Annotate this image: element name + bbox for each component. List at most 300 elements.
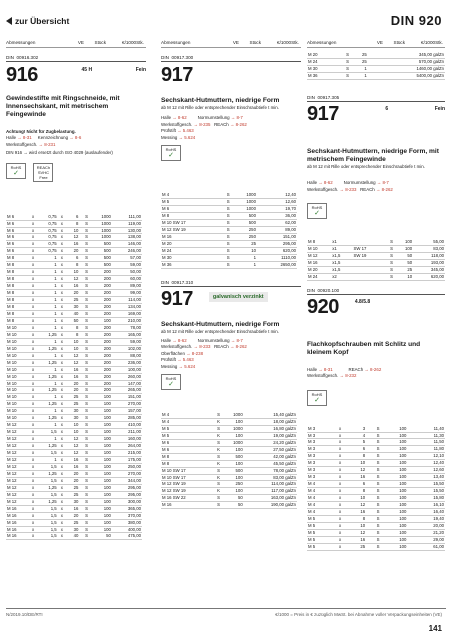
table-cell: x [60, 276, 63, 282]
table-cell: S [376, 481, 380, 487]
ref-link[interactable]: → 8-238 [186, 350, 204, 356]
table-row[interactable] [6, 401, 142, 408]
table-row[interactable] [6, 324, 142, 331]
table-cell: 160,00 [127, 436, 141, 442]
table-cell: 250 [235, 481, 243, 487]
table-row[interactable] [6, 498, 142, 505]
table-cell: 16 [73, 456, 79, 462]
table-cell: 1,5 [50, 463, 57, 469]
link-label: REACh [214, 121, 229, 127]
ref-link[interactable]: → 8-7 [230, 337, 243, 343]
table-cell: S [85, 283, 89, 289]
table-cell: 1,5 [50, 429, 57, 435]
table-row[interactable] [6, 366, 142, 373]
table-cell: x [60, 317, 63, 323]
table-cell: M 10 [7, 366, 17, 372]
ref-link[interactable]: → 5.624 [178, 363, 196, 369]
ref-value: 8-233 [345, 186, 357, 192]
table-cell: x [31, 498, 35, 504]
table-cell: x [31, 241, 35, 247]
table-row[interactable] [6, 331, 142, 338]
table-cell: 134,00 [127, 304, 141, 310]
table-row[interactable] [6, 276, 142, 283]
table-row[interactable] [307, 467, 445, 474]
table-cell: 1 [364, 65, 367, 71]
table-row[interactable] [161, 502, 297, 509]
table-cell: x [31, 429, 35, 435]
header-price: €/1000Stk. [421, 40, 443, 45]
table-cell: M 16 [162, 233, 172, 239]
ref-value: 5.463 [182, 128, 194, 134]
table-cell: 100 [103, 317, 111, 323]
column-header [161, 40, 301, 48]
table-row[interactable] [307, 515, 445, 522]
table-cell: x [31, 456, 35, 462]
table-cell: M 24 [308, 58, 318, 64]
table-cell: x [60, 498, 63, 504]
table-cell: x [31, 262, 35, 268]
table-cell: x [60, 512, 63, 518]
table-cell: 1000 [246, 205, 256, 211]
table-cell: x [31, 491, 35, 497]
table-cell: 19,00 galZn [273, 432, 296, 438]
table-row[interactable] [307, 474, 445, 481]
table-cell: M 10 [7, 352, 17, 358]
back-to-overview-link[interactable] [6, 16, 69, 26]
table-cell: x [31, 533, 35, 539]
din-code[interactable]: 00917.300 [171, 55, 194, 60]
table-row[interactable] [6, 470, 142, 477]
table-row[interactable] [6, 352, 142, 359]
footer-left: N/2019.10/DE/RTI [6, 612, 43, 617]
table-cell: 16 [73, 463, 79, 469]
table-row[interactable] [161, 418, 297, 425]
table-row[interactable] [161, 247, 297, 254]
table-row[interactable] [6, 304, 142, 311]
table-cell: M 8 [7, 276, 15, 282]
table-row[interactable] [161, 226, 297, 233]
table-cell: x [31, 512, 35, 518]
table-row[interactable] [161, 254, 297, 261]
table-cell: 100 [235, 432, 243, 438]
table-cell: 157,00 [127, 408, 141, 414]
table-cell: 30 [73, 408, 79, 414]
table-row[interactable] [161, 460, 297, 467]
table-cell: M 3 [308, 425, 316, 431]
ref-link[interactable]: → 8-235 [193, 121, 211, 127]
table-row[interactable] [6, 317, 142, 324]
table-cell: 100 [103, 498, 111, 504]
link-label: Prüfstift [161, 128, 176, 134]
table-row[interactable] [6, 241, 142, 248]
table-row[interactable] [307, 432, 445, 439]
table-cell: 25 [73, 394, 79, 400]
link-label: Messing [161, 363, 178, 369]
table-row[interactable] [161, 432, 297, 439]
table-row[interactable] [307, 446, 445, 453]
table-row[interactable] [307, 252, 445, 259]
table-row[interactable] [6, 512, 142, 519]
table-row[interactable] [307, 529, 445, 536]
table-cell: x [339, 502, 342, 508]
table-cell: 25 [407, 266, 413, 272]
table-cell: 1 [54, 255, 57, 261]
product-title-2: Flachkopfschrauben mit Schlitz und kleinem Kopf [307, 340, 421, 356]
table-cell: 10 [360, 460, 366, 466]
table-cell: 24,20 galZn [273, 439, 296, 445]
table-row[interactable] [6, 484, 142, 491]
din-code[interactable]: 00916.302 [16, 55, 39, 60]
table-cell: 114,00 [128, 297, 141, 303]
table-cell: M 4 [162, 192, 170, 198]
table-row[interactable] [6, 519, 142, 526]
table-cell: 50 [407, 259, 413, 265]
table-cell: 500 [235, 453, 243, 459]
table-cell: 1,25 [48, 401, 57, 407]
ref-link[interactable]: → 8-262 [229, 121, 247, 127]
table-cell: x [60, 519, 63, 525]
table-cell: 3 [362, 425, 366, 431]
table-row[interactable] [307, 543, 445, 550]
table-cell: M 8 [162, 453, 170, 459]
table-cell: 83,00 galZn [273, 474, 296, 480]
table-row[interactable] [6, 248, 142, 255]
check-icon: ✓ [13, 169, 19, 177]
table-row[interactable] [6, 436, 142, 443]
table-row[interactable] [161, 219, 297, 226]
table-cell: M 36 [308, 72, 318, 78]
header-stuck: Stück [94, 40, 106, 45]
table-cell: S [226, 247, 230, 253]
table-row[interactable] [6, 227, 142, 234]
table-row[interactable] [161, 439, 297, 446]
table-cell: S [390, 259, 393, 265]
table-row[interactable] [307, 439, 445, 446]
table-cell: S [85, 317, 89, 323]
table-cell: 200 [103, 276, 111, 282]
table-cell: 5400,00 galZn [416, 72, 444, 78]
table-cell: x [60, 491, 63, 497]
product-title: Sechskant-Hutmuttern, niedrige Form [161, 97, 280, 104]
table-cell: M 10 [7, 415, 17, 421]
table-row[interactable] [6, 443, 142, 450]
link-label: Werkstoffgesch. [307, 186, 339, 192]
ref-link[interactable]: → 8-6 [69, 135, 82, 141]
table-row[interactable] [307, 453, 445, 460]
table-cell: 100 [399, 495, 407, 501]
table-cell: S [85, 338, 89, 344]
table-row[interactable] [6, 262, 142, 269]
table-cell: 20 [73, 477, 79, 483]
table-cell: S [85, 213, 89, 219]
table-row[interactable] [6, 394, 142, 401]
table-row[interactable] [6, 408, 142, 415]
table-cell: M 6 [7, 234, 15, 240]
table-cell: M 5 [162, 198, 170, 204]
table-cell: x [60, 324, 63, 330]
table-cell: 20,00 [433, 522, 444, 528]
table-row[interactable] [6, 234, 142, 241]
table-row[interactable] [161, 425, 297, 432]
table-cell: 50 [407, 252, 413, 258]
table-cell: 100 [405, 239, 413, 245]
ref-value: 8-7 [236, 337, 243, 343]
table-row[interactable] [6, 338, 142, 345]
table-cell: x1,5 [332, 252, 341, 258]
ref-link[interactable]: → 8-233 [339, 186, 357, 192]
table-cell: M 5 [308, 515, 316, 521]
table-cell: 1 [253, 261, 256, 267]
table-row[interactable] [307, 65, 445, 72]
table-cell: M 3 [308, 439, 316, 445]
table-cell: 1,5 [50, 491, 57, 497]
ref-value: 8-6 [74, 135, 82, 141]
table-cell: S [376, 439, 380, 445]
table-row[interactable] [6, 290, 142, 297]
table-row[interactable] [161, 467, 297, 474]
article-head [307, 103, 445, 126]
ref-link[interactable]: → 8-7 [376, 180, 389, 186]
table-row[interactable] [6, 373, 142, 380]
table-row[interactable] [6, 422, 142, 429]
table-cell: M 3 [308, 432, 316, 438]
table-row[interactable] [161, 453, 297, 460]
table-cell: 45,50 galZn [273, 460, 296, 466]
table-cell: S [376, 529, 380, 535]
table-cell: M 10 SW 17 [162, 467, 186, 473]
table-row[interactable] [6, 380, 142, 387]
table-row[interactable] [6, 533, 142, 540]
table-cell: S [85, 276, 89, 282]
table-cell: 500 [103, 241, 111, 247]
table-row[interactable] [307, 495, 445, 502]
table-cell: 1 [54, 290, 57, 296]
table-row[interactable] [161, 495, 297, 502]
table-cell: x [339, 432, 342, 438]
ref-link[interactable]: → 8-231 [38, 141, 56, 147]
ref-link[interactable]: → 8-31 [318, 366, 333, 372]
table-row[interactable] [6, 526, 142, 533]
ref-value: 8-238 [191, 350, 204, 356]
table-cell: M 10 [7, 401, 17, 407]
table-cell: 100 [399, 502, 407, 508]
table-row[interactable] [307, 460, 445, 467]
table-row[interactable] [161, 212, 297, 219]
table-row[interactable] [161, 481, 297, 488]
table-row[interactable] [161, 261, 297, 268]
table-cell: 285,00 [127, 415, 141, 421]
table-row[interactable] [307, 502, 445, 509]
table-row[interactable] [6, 297, 142, 304]
ref-link[interactable]: → 8-62 [172, 337, 187, 343]
table-cell: S [85, 290, 89, 296]
table-cell: S [85, 463, 89, 469]
table-row[interactable] [307, 266, 445, 273]
rohs-badge: RoHS ✓ [161, 374, 181, 390]
table-cell: 16 [360, 536, 366, 542]
ref-link[interactable]: → 8-233 [193, 344, 211, 350]
ref-link[interactable]: → 8-31 [17, 135, 32, 141]
table-cell: 62,00 [285, 219, 296, 225]
table-cell: x [60, 331, 63, 337]
table-row[interactable] [307, 72, 445, 79]
link-label: Halle [161, 337, 172, 343]
table-row[interactable] [6, 456, 142, 463]
table-cell: 100 [399, 543, 407, 549]
ref-link[interactable]: → 5.463 [177, 128, 194, 134]
table-row[interactable] [6, 415, 142, 422]
table-row[interactable] [307, 481, 445, 488]
table-cell: 211,00 [128, 429, 141, 435]
table-cell: S [346, 58, 350, 64]
table-row[interactable] [6, 429, 142, 436]
ref-link[interactable]: → 8-262 [229, 344, 247, 350]
table-row[interactable] [307, 509, 445, 516]
table-cell: S [376, 509, 380, 514]
table-cell: 200 [103, 352, 111, 358]
table-cell: 10 [360, 522, 366, 528]
table-cell: 100 [103, 512, 111, 518]
table-row[interactable] [307, 259, 445, 266]
table-row[interactable] [6, 345, 142, 352]
ref-link[interactable]: → 8-62 [318, 180, 333, 186]
table-cell: x [31, 387, 35, 393]
table-row[interactable] [6, 220, 142, 227]
table-cell: x [339, 509, 342, 514]
table-row[interactable] [6, 359, 142, 366]
table-cell: 6 [75, 255, 79, 261]
table-row[interactable] [161, 488, 297, 495]
table-row[interactable] [6, 505, 142, 512]
table-row[interactable] [6, 283, 142, 290]
link-label: Halle [161, 115, 172, 121]
table-row[interactable] [161, 198, 297, 205]
table-cell: M 6 [162, 205, 170, 211]
table-cell: M 3 [308, 446, 316, 452]
table-cell: S [376, 474, 380, 480]
ref-link[interactable]: → 5.624 [178, 134, 196, 140]
rohs-badge: RoHS ✓ [307, 390, 327, 406]
table-cell: M 4 [308, 495, 316, 501]
table-cell: 1 [54, 366, 57, 372]
din-code[interactable]: 00917.310 [171, 279, 194, 285]
ref-value: 8-231 [44, 141, 56, 147]
table-cell: S [85, 352, 89, 358]
table-cell: x [31, 227, 35, 233]
table-cell: S [376, 536, 380, 542]
table-row[interactable] [6, 255, 142, 262]
table-row[interactable] [6, 387, 142, 394]
table-row[interactable] [6, 477, 142, 484]
table-cell: 50 [106, 533, 111, 539]
table-cell: S [85, 526, 89, 532]
table-cell: 50 [73, 317, 79, 323]
table-cell: 21,20 [433, 529, 444, 535]
table-cell: 1,25 [48, 345, 57, 351]
table-row[interactable] [161, 240, 297, 247]
table-cell: x [31, 297, 35, 303]
table-row[interactable] [161, 474, 297, 481]
table-row[interactable] [307, 522, 445, 529]
ref-link[interactable]: → 8-262 [364, 366, 382, 372]
table-row[interactable] [6, 463, 142, 470]
table-cell: 10 [73, 338, 79, 344]
table-cell: x [31, 234, 35, 240]
link-label: Normumstellung [197, 115, 230, 121]
table-row[interactable] [6, 491, 142, 498]
table-cell: x [31, 366, 35, 372]
table-cell: M 10 [7, 387, 17, 393]
table-cell: 365,00 [127, 505, 141, 511]
ref-link[interactable]: → 8-7 [230, 115, 243, 121]
table-cell: S [85, 477, 89, 483]
table-cell: 200 [103, 331, 111, 337]
table-cell: S [376, 488, 380, 494]
table-row[interactable] [307, 273, 445, 280]
table-cell: M 4 [162, 411, 170, 417]
table-row[interactable] [6, 310, 142, 317]
ref-value: 8-62 [177, 337, 187, 343]
table-row[interactable] [161, 205, 297, 212]
table-cell: x1,5 [332, 266, 341, 272]
table-cell: 380,00 [127, 519, 141, 525]
table-row[interactable] [6, 450, 142, 457]
table-cell: 100 [103, 436, 111, 442]
table-row[interactable] [161, 446, 297, 453]
table-row[interactable] [6, 269, 142, 276]
table-cell: S [85, 415, 89, 421]
reference-links-2 [161, 338, 301, 370]
table-cell: 1 [54, 380, 57, 386]
table-row[interactable] [161, 233, 297, 240]
table-cell: 1 [54, 352, 57, 358]
table-cell: 260,00 [127, 373, 141, 379]
table-cell: M 6 [162, 439, 170, 445]
table-cell: x [60, 373, 63, 379]
din-code[interactable]: 00920.100 [317, 287, 340, 293]
rohs-badge: RoHS ✓ [6, 163, 26, 179]
ref-link[interactable]: → 8-62 [172, 115, 187, 121]
table-row[interactable] [307, 488, 445, 495]
price-table-920 [307, 426, 445, 551]
link-label: Werkstoffgesch. [307, 373, 339, 379]
table-cell: M 6 [7, 248, 15, 254]
table-cell: S [85, 394, 89, 400]
table-row[interactable] [307, 58, 445, 65]
ref-link[interactable]: → 5.463 [177, 357, 194, 363]
din-code[interactable]: 00917.305 [317, 94, 340, 100]
table-cell: x [60, 380, 63, 386]
table-cell: 12 [73, 450, 79, 456]
table-cell: x [339, 453, 342, 459]
table-cell: M 24 [308, 273, 318, 279]
ref-value: 8-7 [236, 115, 243, 121]
table-cell: 100 [399, 453, 407, 459]
table-cell: M 8 [7, 255, 15, 261]
table-cell: x [31, 408, 35, 414]
table-cell: 16 [360, 474, 366, 480]
table-cell: x [31, 394, 35, 400]
table-row[interactable] [307, 245, 445, 252]
din-label: DIN [161, 55, 169, 60]
table-cell: x [60, 387, 63, 393]
table-cell: x [31, 276, 35, 282]
table-cell: S [85, 498, 89, 504]
table-row[interactable] [307, 536, 445, 543]
ref-link[interactable]: → 8-262 [375, 186, 393, 192]
link-label: Werkstoffgesch. [161, 344, 193, 350]
ref-link[interactable]: → 8-232 [339, 373, 357, 379]
